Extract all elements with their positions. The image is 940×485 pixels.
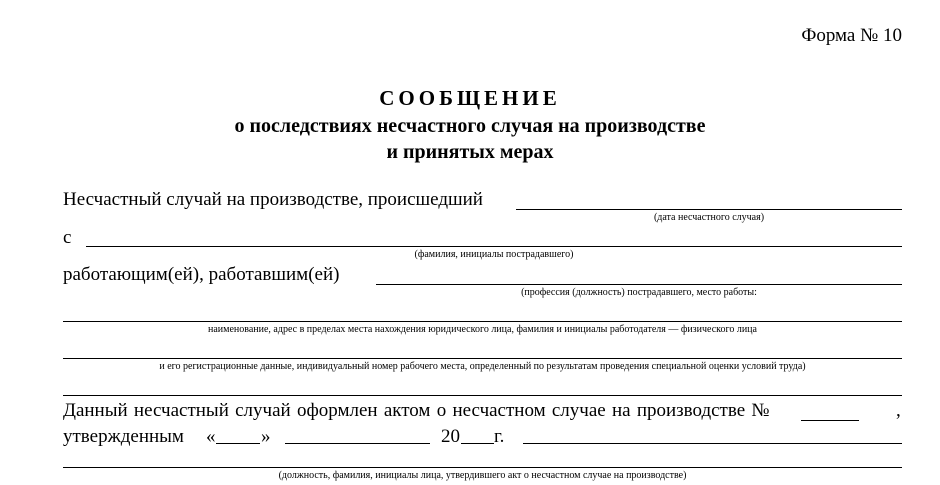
registration-line[interactable] xyxy=(63,358,902,359)
year-line[interactable] xyxy=(461,443,494,444)
year-prefix: 20 xyxy=(441,426,460,447)
accident-date-hint: (дата несчастного случая) xyxy=(653,212,765,223)
document-subtitle-line-1: о последствиях несчастного случая на производстве xyxy=(234,115,706,137)
approved-label: утвержденным xyxy=(63,426,184,447)
quote-close: » xyxy=(261,426,271,447)
accident-label: Несчастный случай на производстве, происшедший xyxy=(63,189,483,210)
employer-hint: наименование, адрес в пределах места нахождения юридического лица, фамилия и инициалы работодателя — физического лица xyxy=(208,324,757,335)
victim-name-line[interactable] xyxy=(86,246,902,247)
act-comma: , xyxy=(896,400,901,421)
month-line[interactable] xyxy=(285,443,430,444)
approver-line-1[interactable] xyxy=(523,443,902,444)
victim-name-hint: (фамилия, инициалы пострадавшего) xyxy=(414,249,574,260)
registration-hint: и его регистрационные данные, индивидуальный номер рабочего места, определенный по результатам проведения специальной оценки условий труда) xyxy=(159,361,806,372)
profession-hint: (профессия (должность) пострадавшего, место работы: xyxy=(521,287,757,298)
profession-line[interactable] xyxy=(376,284,902,285)
with-label: с xyxy=(63,227,72,248)
document-subtitle-line-2: и принятых мерах xyxy=(386,141,554,163)
employer-line[interactable] xyxy=(63,321,902,322)
form-number: Форма № 10 xyxy=(801,25,902,46)
quote-open: « xyxy=(206,426,216,447)
act-number-line[interactable] xyxy=(801,420,859,421)
document-title: СООБЩЕНИЕ xyxy=(379,86,561,110)
day-line[interactable] xyxy=(216,443,260,444)
working-label: работающим(ей), работавшим(ей) xyxy=(63,264,340,285)
approver-hint: (должность, фамилия, инициалы лица, утвердившего акт о несчастном случае на производстве) xyxy=(278,470,687,481)
act-text: Данный несчастный случай оформлен актом о несчастном случае на производстве № xyxy=(63,400,770,421)
accident-date-line[interactable] xyxy=(516,209,902,210)
year-suffix: г. xyxy=(494,426,505,447)
blank-line[interactable] xyxy=(63,395,902,396)
approver-line-2[interactable] xyxy=(63,467,902,468)
